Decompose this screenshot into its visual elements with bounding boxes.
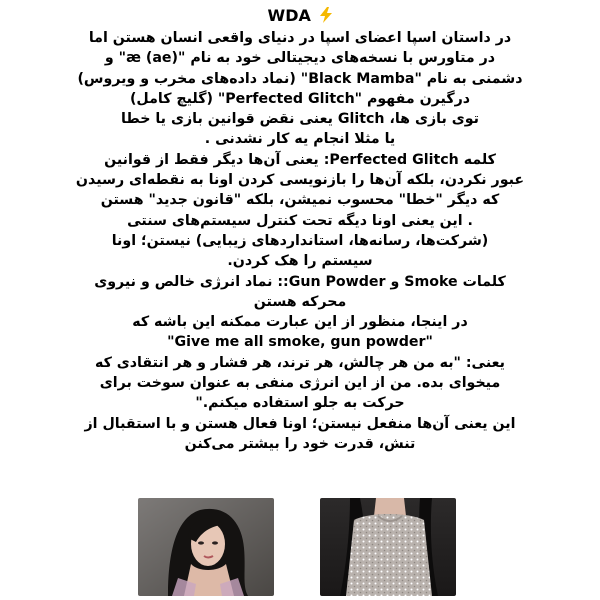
body-line: . این یعنی اونا دیگه تحت کنترل سیستم‌های سنتی (127, 212, 473, 229)
body-line: این یعنی آن‌ها منفعل نیستن؛ اونا فعال هستن و با استقبال از (84, 415, 516, 432)
photo-sparkly-top (320, 498, 456, 596)
body-line: توی بازی ها، Glitch یعنی نقض قوانین بازی یا خطا (121, 111, 479, 128)
body-line: تنش، قدرت خود را بیشتر می‌کنن (184, 435, 416, 452)
page-title: WDA (267, 6, 311, 25)
title-row (0, 6, 600, 28)
body-line: در متاورس با نسخه‌های دیجیتالی خود به نام "æ (ae)" و (104, 50, 496, 67)
body-line: (شرکت‌ها، رسانه‌ها، استانداردهای زیبایی) نیستن؛ اونا (111, 232, 489, 249)
body-line: یعنی: "به من هر چالش، هر ترند، هر فشار و هر انتقادی که (94, 354, 506, 371)
body-line: که دیگر "خطا" محسوب نمیشن، بلکه "قانون جدید" هستن (100, 192, 500, 209)
body-line: عبور نکردن، بلکه آن‌ها را بازنویسی کردن اونا به نقطه‌ای رسیدن (75, 172, 525, 189)
body-line: در اینجا، منظور از این عبارت ممکنه این باشه که (132, 314, 468, 331)
body-line: در داستان اسپا اعضای اسپا در دنیای واقعی انسان هستن اما (88, 30, 512, 46)
photo-portrait-dark-hair (138, 498, 274, 596)
body-line: سیستم را هک کردن. (227, 253, 373, 270)
body-line: کلمه Perfected Glitch: یعنی آن‌ها دیگر فقط از قوانین (104, 151, 496, 168)
body-line: "Give me all smoke, gun powder" (167, 334, 433, 351)
body-line: کلمات Smoke و Gun Powder:: نماد انرژی خالص و نیروی (94, 273, 506, 290)
body-line: حرکت به جلو استفاده میکنم." (195, 395, 405, 412)
article-body (24, 28, 576, 454)
body-line: دشمنی به نام "Black Mamba" (نماد داده‌های مخرب و ویروس) (77, 70, 523, 87)
lightning-bolt-icon (320, 7, 332, 28)
body-line: محرکه هستن (253, 293, 347, 310)
body-line: میخوای بده. من از این انرژی منفی به عنوان سوخت برای (99, 375, 501, 392)
body-line: درگیرن مفهوم "Perfected Glitch" (گلیچ کامل) (129, 90, 471, 107)
body-line: یا مثلا انجام یه کار نشدنی . (204, 131, 396, 148)
